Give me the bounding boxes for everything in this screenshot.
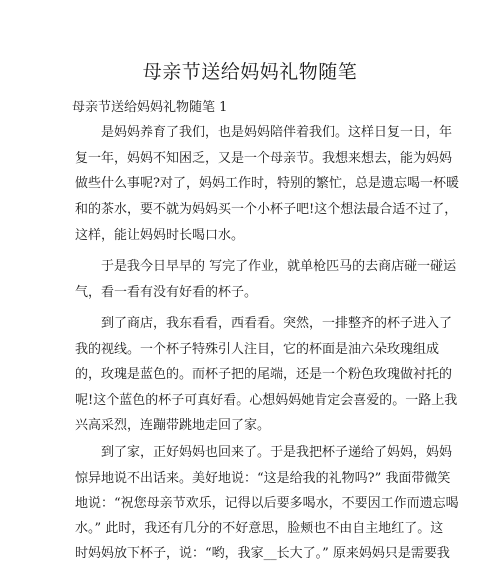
paragraph-line: 的，玫瑰是蓝色的。而杯子把的尾端，还是一个粉色玫瑰做衬托的 — [75, 367, 453, 382]
paragraph-line: 地说：“祝您母亲节欢乐，记得以后要多喝水，不要因工作而遗忘喝 — [75, 496, 459, 511]
paragraph-line: 复一年，妈妈不知困乏，又是一个母亲节。我想来想去，能为妈妈 — [75, 151, 453, 166]
paragraph-line: 呢!这个蓝色的杯子可真好看。心想妈妈她肯定会喜爱的。一路上我 — [75, 393, 458, 408]
paragraph-line: 到了家，正好妈妈也回来了。于是我把杯子递给了妈妈，妈妈 — [101, 445, 453, 460]
paragraph-line: 是妈妈养育了我们，也是妈妈陪伴着我们。这样日复一日，年 — [101, 125, 453, 140]
section-heading: 母亲节送给妈妈礼物随笔 1 — [72, 100, 228, 115]
paragraph-line: 我的视线。一个杯子特殊引人注目，它的杯面是油六朵玫瑰组成 — [75, 342, 440, 357]
paragraph-line: 到了商店，我东看看，西看看。突然，一排整齐的杯子进入了 — [101, 316, 453, 331]
paragraph-line: 和的茶水，要不就为妈妈买一个小杯子吧!这个想法最合适不过了， — [75, 202, 458, 217]
paragraph-line: 惊异地说不出话来。美好地说：“这是给我的礼物吗?” 我面带微笑 — [75, 471, 451, 486]
paragraph-line: 这样，能让妈妈时长喝口水。 — [75, 228, 245, 243]
paragraph-line: 气，看一看有没有好看的杯子。 — [75, 285, 258, 300]
paragraph-line: 兴高采烈，连蹦带跳地走回了家。 — [75, 418, 271, 433]
paragraph-line: 于是我今日早早的 写完了作业，就单枪匹马的去商店碰一碰运 — [101, 259, 457, 274]
document-title: 母亲节送给妈妈礼物随笔 — [142, 61, 358, 83]
paragraph-line: 水。” 此时，我还有几分的不好意思，脸颊也不由自主地红了。这 — [75, 521, 444, 536]
paragraph-line: 时妈妈放下杯子，说：“哟，我家__长大了。” 原来妈妈只是需要我 — [75, 546, 450, 561]
paragraph-line: 做些什么事呢?对了，妈妈工作时，特别的繁忙，总是遗忘喝一杯暖 — [75, 176, 459, 191]
